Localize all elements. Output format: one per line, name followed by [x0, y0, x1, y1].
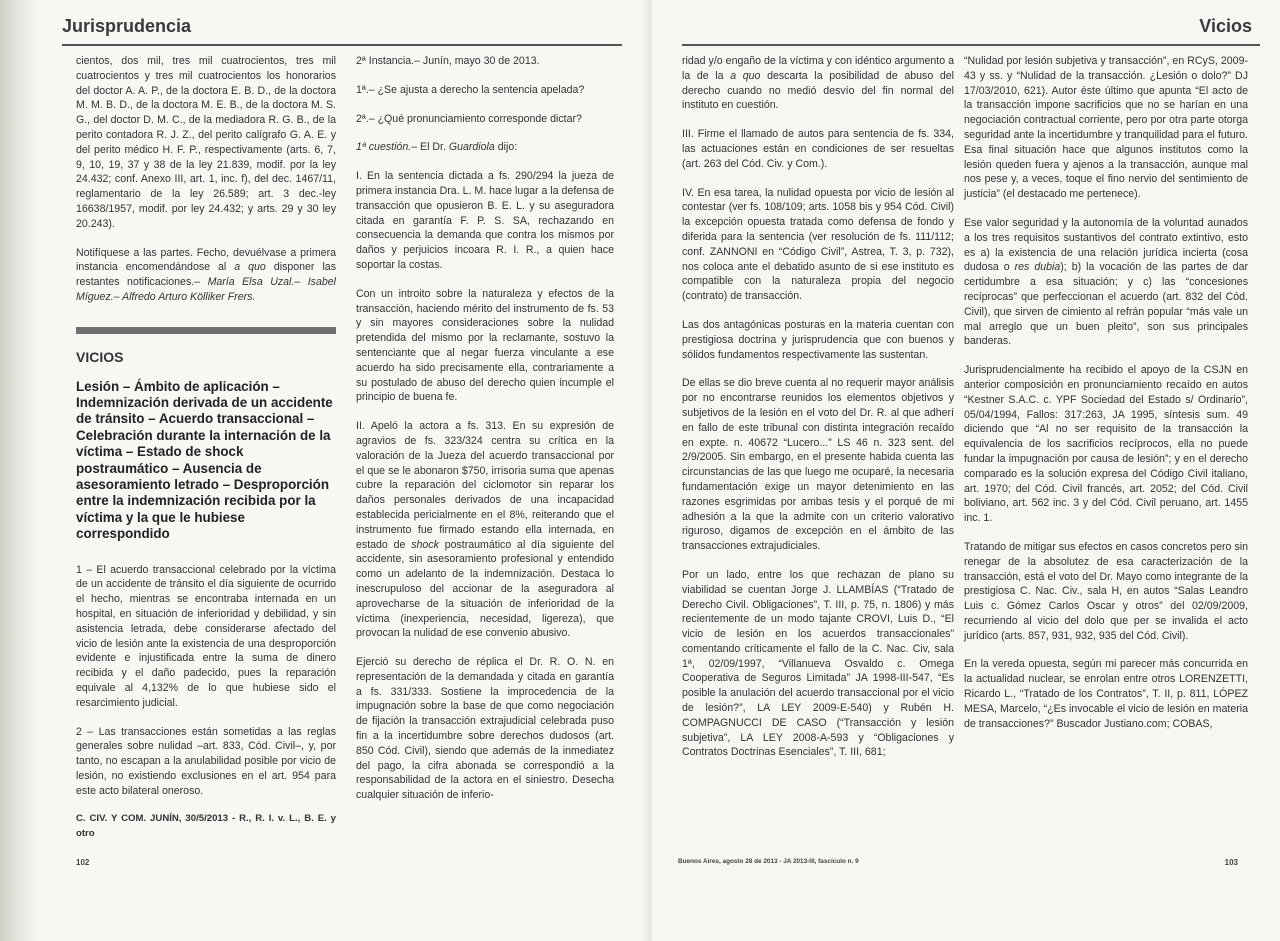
header-rule: [682, 44, 1260, 46]
header-rule: [62, 44, 622, 46]
paragraph-replica: Ejerció su derecho de réplica el Dr. R. O. N. en representación de la demandada y citada en garantía a fs. 331/333. Sostiene la improcedencia de la impugnación sobre la base de que como negociación de fijación la transacción extrajudicial celebrada puso fin a la incertidumbre sobre derechos dudosos (art. 850 Cód. Civil), siendo que además de la inmediatez del pago, la cifra abonada se correspondió a la responsabilidad de la actora en el siniestro. Desecha cualquier situación de inferio-: [356, 656, 614, 802]
right-column-1: [682, 54, 954, 769]
left-column-2: [356, 54, 614, 812]
paragraph-IV: IV. En esa tarea, la nulidad opuesta por vicio de lesión al contestar (ver fs. 108/109; arts. 1058 bis y 954 Cód. Civil) la excepción opuesta tratada como defensa de fondo y diferida para la sentencia (ver resolución de fs. 111/112; conf. ZANNONI en “Código Civil”, Astrea, T. 3, p. 732), nos coloca ante el debatido asunto de si ese instituto es compatible con la naturaleza propia del negocio (contrato) de transacción.: [682, 186, 954, 303]
question-1: 1ª.– ¿Se ajusta a derecho la sentencia apelada?: [356, 83, 585, 96]
paragraph-posturas: Las dos antagónicas posturas en la materia cuentan con prestigiosa doctrina y jurisprudencia que con buenos y sólidos fundamentos respectivamente las sustentan.: [682, 318, 954, 361]
summary-1: 1 – El acuerdo transaccional celebrado por la víctima de un accidente de tránsito el día siguiente de ocurrido el hecho, mientras se encontraba internada en un hospital, en situación de inferioridad y debilidad, y sin asistencia letrada, debe considerarse afectado del vicio de lesión ante la existencia de una desproporción evidente e injustificada entre la suma de dinero recibida y el daño padecido, pues la reparación equivale al 4,132% de lo que hubiese sido el resarcimiento judicial.: [76, 563, 336, 709]
paragraph-notifiquese: Notifíquese a las partes. Fecho, devuélvase a primera instancia encomendándose al a quo disponer las restantes notificaciones.– María Elsa Uzal.– Isabel Míguez.– Alfredo Arturo Kölliker Frers.: [76, 246, 336, 303]
paragraph-cuenta: De ellas se dio breve cuenta al no requerir mayor análisis por no encontrarse reunidos los elementos objetivos y subjetivos de la lesión en el voto del Dr. R. al que adherí en fallo de este tribunal con distinta integración recaído en expte. n. 40672 “Lucero...” LS 46 n. 323 sent. del 2/9/2005. Sin embargo, en el presente habida cuenta las circunstancias de las que luego me ocuparé, la necesaria fundamentación exige un mayor detenimiento en las razones esgrimidas por ambas tesis y el porqué de mi adhesión a la que la admite con un criterio valorativo riguroso, digamos de excepción en el ámbito de las transacciones extrajudiciales.: [682, 377, 954, 553]
paragraph: ridad y/o engaño de la víctima y con idéntico argumento a la de la a quo descarta la posibilidad de abuso del derecho cuando no medió desvío del fin normal del instituto en cuestión.: [682, 55, 954, 112]
page-number-right: 103: [1224, 858, 1238, 867]
page-edge-shadow: [0, 0, 38, 941]
paragraph-plano: Por un lado, entre los que rechazan de plano su viabilidad se cuentan Jorge J. LLAMBÍAS (“Tratado de Derecho Civil. Obligaciones”, T. III, p. 75, n. 1806) y más recientemente de un modo tajante CROVI, Luis D., “El vicio de lesión en los acuerdos transaccionales” comentando críticamente el fallo de la C. Nac. Civ, sala 1ª, 02/09/1997, “Villanueva Osvaldo c. Omega Cooperativa de Seguros Limitada” JA 1998-III-547, “Es posible la anulación del acuerdo transaccional por el vicio de lesión?”, LA LEY 2009-E-540) y Rubén H. COMPAGNUCCI DE CASO (“Transacción y lesión subjetiva”, LA LEY 2008-A-593 y “Obligaciones y Contratos Doctrinas Esenciales”, T. III, 681;: [682, 568, 954, 759]
paragraph: cientos, dos mil, tres mil cuatrocientos, tres mil cuatrocientos y tres mil cuatrocientos los honorarios del doctor A. A. P., de la doctora E. B. D., de la doctora M. M. B. D., de la doctora M. E. B., de la doctora M. S. G., del doctor D. M. C., de la mediadora R. G. B., de la perito contadora R. J. Z., del perito calígrafo G. A. E. y del perito médico H. F. P., respectivamente (arts. 6, 7, 9, 10, 19, 37 y 38 de la ley 21.839, modif. por la ley 24.432; conf. Anexo III, art. 1, inc. f), del dec. 1467/11, reglamentario de la ley 26.589; art. 3 dec.-ley 16638/1957, modif. por ley 24.432; y arts. 29 y 30 ley 20.243).: [76, 55, 336, 230]
paragraph-introito: Con un introito sobre la naturaleza y efectos de la transacción, haciendo mérito del instrumento de fs. 53 y sin mayores consideraciones sobre la nulidad pretendida del mismo por la reclamante, sostuvo la sentenciante que al negar fuerza vinculante a ese acuerdo ha sido precisamente ella, contrariamente a su postulado de abuso del derecho quien incumple el principio de buena fe.: [356, 287, 614, 404]
paragraph-mitigar: Tratando de mitigar sus efectos en casos concretos pero sin renegar de la absolutez de esa caracterización de la transacción, está el voto del Dr. Mayo como integrante de la prestigiosa C. Nac. Civ., sala H, en autos “Salas Leandro Luis c. Gómez Carlos Oscar y otros” del 02/09/2009, recurriendo al vicio del dolo que per se invalida el acto jurídico (arts. 857, 931, 932, 935 del Cód. Civil).: [964, 540, 1248, 642]
page-number-left: 102: [76, 858, 90, 867]
section-title: VICIOS: [76, 348, 124, 365]
summary-2: 2 – Las transacciones están sometidas a las reglas generales sobre nulidad –art. 833, Cód. Civil–, y, por tanto, no escapan a la anulabilidad posible por vicio de lesión, no existiendo exclusiones en el art. 954 para este acto bilateral oneroso.: [76, 725, 336, 797]
court-citation: C. CIV. Y COM. JUNÍN, 30/5/2013 - R., R. I. v. L., B. E. y otro: [76, 812, 336, 839]
instance-line: 2ª Instancia.– Junín, mayo 30 de 2013.: [356, 55, 540, 67]
signatures: María Elsa Uzal.– Isabel Míguez.– Alfredo Arturo Kölliker Frers.: [76, 276, 336, 303]
paragraph-II: II. Apeló la actora a fs. 313. En su expresión de agravios de fs. 323/324 centra su crítica en la valoración de la Jueza del acuerdo transaccional por el que se le abonaron $750, irrisoria suma que apenas cubre la reparación del ciclomotor sin reparar los daños personales derivados de una incapacidad establecida pericialmente en el 8%, reiterando que el instrumento fue firmado estando ella internada, en estado de shock postraumático al día siguiente del accidente, sin asesoramiento profesional y entendido como un adelanto de la indemnización. Destaca lo inescrupuloso del accionar de la aseguradora al aprovecharse de la situación de inferioridad de la víctima (inexperiencia, necesidad, ligereza), que provocan la nulidad de ese convenio abusivo.: [356, 420, 614, 640]
paragraph-vereda: En la vereda opuesta, según mi parecer más concurrida en la actualidad nuclear, se enrolan entre otros LORENZETTI, Ricardo L., “Tratado de los Contratos”, T. II, p. 811, LÓPEZ MESA, Marcelo, “¿Es invocable el vicio de lesión en materia de transacciones?” Buscador Justiano.com; COBAS,: [964, 658, 1248, 730]
paragraph-I: I. En la sentencia dictada a fs. 290/294 la jueza de primera instancia Dra. L. M. hace lugar a la defensa de transacción que opusieron B. E. L. y su aseguradora citada en garantía F. P. S. SA, rechazando en consecuencia la demanda que contra los mismos por daños y perjuicios incoara R. I. R., a quien hace soportar la costas.: [356, 170, 614, 271]
summary-heading: Lesión – Ámbito de aplicación – Indemnización derivada de un accidente de tránsito – Acuerdo transaccional – Celebración durante la internación de la víctima – Estado de shock postraumático – Ausencia de asesoramiento letrado – Desproporción entre la indemnización recibida por la víctima y la que le hubiese correspondido: [76, 378, 333, 542]
first-question-line: 1ª cuestión.– El Dr. Guardiola dijo:: [356, 141, 518, 154]
page-header-vicios: Vicios: [1199, 16, 1252, 36]
left-column-1: [76, 54, 336, 841]
section-divider: [76, 327, 336, 334]
paragraph: “Nulidad por lesión subjetiva y transacción”, en RCyS, 2009-43 y ss. y “Nulidad de la transacción. ¿Lesión o dolo?” DJ 17/03/2010, 621). Autor éste último que apunta “El acto de la transacción impone sacrificios que no se harían en una negociación contractual corriente, pero por otra parte otorga seguridad ante la incertidumbre y tranquilidad para el futuro. Esa final situación hace que algunos institutos como la lesión queden fuera y ajenos a la transacción, aunque mal nos pese y, a veces, toque el fino nervio del sentimiento de justicia” (el destacado me pertenece).: [964, 55, 1248, 201]
page-footer: Buenos Aires, agosto 28 de 2013 - JA 2013-III, fascículo n. 9: [678, 858, 859, 865]
page-header-jurisprudencia: Jurisprudencia: [62, 16, 192, 36]
paragraph-III: III. Firme el llamado de autos para sentencia de fs. 334, las actuaciones están en condiciones de ser resueltas (art. 263 del Cód. Civ. y Com.).: [682, 128, 954, 170]
right-column-2: [964, 54, 1248, 740]
paragraph-seguridad: Ese valor seguridad y la autonomía de la voluntad aunados a los tres requisitos sustantivos del contrato extintivo, esto es a) la existencia de una relación jurídica incierta (cosa dudosa o res dubia); b) la vocación de las partes de dar certidumbre a esa situación; y c) las “concesiones recíprocas” que perfeccionan el acuerdo (art. 832 del Cód. Civil), que sirven de cimiento al refrán popular “más vale un mal arreglo que un buen pleito”, son sus principales banderas.: [964, 216, 1248, 348]
question-2: 2ª.– ¿Qué pronunciamiento corresponde dictar?: [356, 112, 582, 125]
right-page: [652, 0, 1280, 941]
paragraph-jurisprudencia: Jurisprudencialmente ha recibido el apoyo de la CSJN en anterior composición en pronunciamiento recaído en autos “Kestner S.A.C. c. YPF Sociedad del Estado s/ Ordinario”, 05/04/1994, Fallos: 317:263, JA 1995, síntesis sum. 49 diciendo que “Al no ser requisito de la transacción la equivalencia de los sacrificios recíprocos, ella no puede fundar la impugnación por causa de lesión”; y en el derecho comparado es la solución expresa del Código Civil italiano, art. 1970; del Cód. Civil francés, art. 2052; del Cód. Civil boliviano, art. 562 inc. 3 y del Cód. Civil peruano, art. 1455 inc. 1.: [964, 364, 1248, 525]
